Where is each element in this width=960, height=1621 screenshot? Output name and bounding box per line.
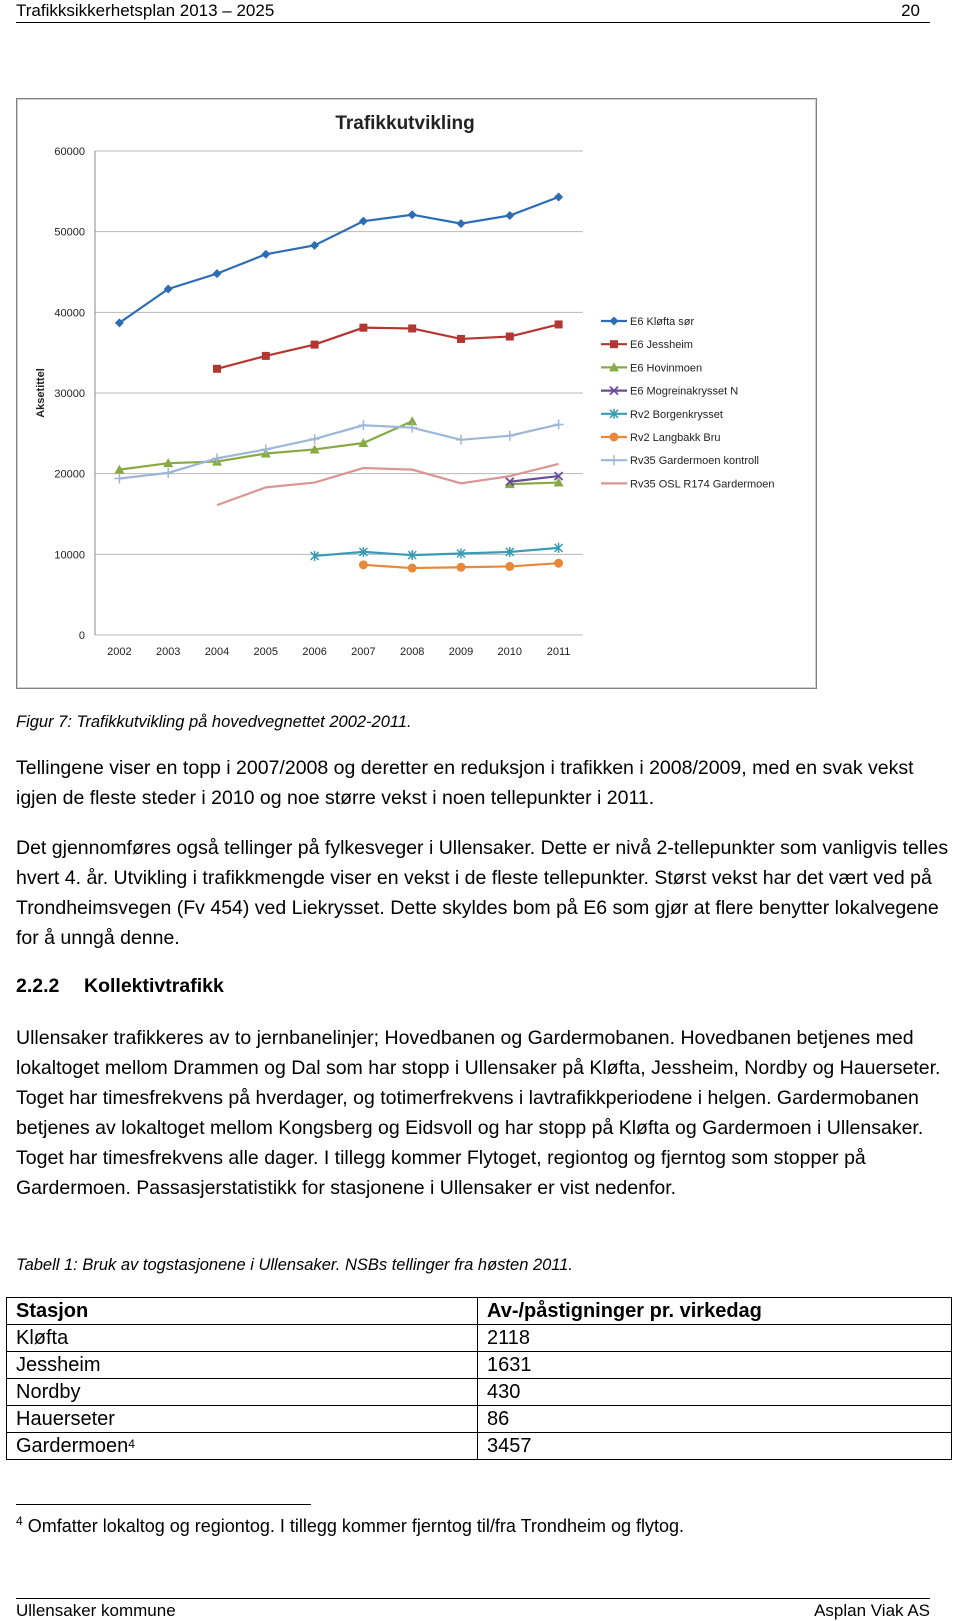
legend-item (601, 362, 702, 374)
legend-marker (609, 455, 619, 465)
data-point (310, 434, 320, 444)
data-point (554, 559, 563, 568)
footnote-mark: 4 (16, 1514, 23, 1528)
data-point (358, 420, 368, 430)
chart-title: Trafikkutvikling (335, 113, 475, 134)
legend-item (601, 478, 775, 490)
section-number: 2.2.2 (16, 975, 60, 997)
table-caption: Tabell 1: Bruk av togstasjonene i Ullensaker. NSBs tellinger fra høsten 2011. (16, 1256, 574, 1274)
page-number: 20 (901, 1, 920, 20)
data-point (261, 250, 270, 259)
legend-item (601, 386, 738, 398)
data-point (456, 435, 466, 445)
footnote-separator (16, 1504, 311, 1505)
series-1 (213, 320, 563, 372)
y-tick-label: 40000 (54, 307, 85, 320)
legend-item (601, 455, 759, 467)
table-row (7, 1352, 952, 1379)
data-point (163, 468, 173, 478)
legend-label: E6 Kløfta sør (630, 316, 695, 328)
legend-label: E6 Jessheim (630, 339, 693, 352)
section-title: Kollektivtrafikk (84, 975, 224, 997)
footnote-reference[interactable]: 4 (128, 1436, 135, 1451)
y-tick-label: 20000 (54, 468, 85, 481)
data-point (408, 564, 417, 573)
data-point (408, 324, 416, 332)
x-tick-label: 2002 (107, 646, 132, 658)
data-point (408, 210, 417, 219)
y-tick-label: 0 (78, 630, 85, 642)
data-point (505, 431, 515, 441)
y-tick-label: 30000 (54, 388, 85, 400)
series-line (119, 424, 558, 478)
legend-item (601, 409, 723, 421)
data-point (213, 365, 221, 373)
table-header-row (7, 1298, 952, 1325)
legend-marker (610, 317, 619, 326)
x-tick-label: 2011 (546, 646, 571, 658)
x-tick-label: 2008 (399, 646, 425, 658)
boardings-value: 430 (478, 1379, 952, 1406)
table-row (7, 1433, 952, 1460)
legend-item (601, 432, 721, 444)
series-line (510, 483, 559, 485)
legend-label: Rv2 Borgenkrysset (630, 408, 723, 421)
traffic-chart-svg (17, 99, 816, 688)
data-point (555, 320, 563, 328)
data-point (457, 335, 465, 343)
boardings-value: 1631 (478, 1352, 952, 1379)
y-tick-label: 60000 (54, 146, 85, 158)
footnote (16, 1516, 684, 1537)
table-row (7, 1406, 952, 1433)
data-point (310, 241, 319, 250)
legend-label: E6 Mogreinakrysset N (630, 385, 739, 398)
table-row (7, 1379, 952, 1406)
series-0 (115, 192, 563, 327)
station-name: Nordby (7, 1379, 478, 1406)
legend-item (601, 339, 693, 351)
data-point (262, 352, 270, 360)
x-tick-label: 2010 (497, 646, 523, 658)
legend-label: E6 Hovinmoen (630, 362, 703, 375)
x-tick-label: 2006 (302, 646, 327, 658)
x-tick-label: 2003 (155, 646, 181, 658)
table-row (7, 1325, 952, 1352)
page-header (16, 0, 930, 23)
station-table (6, 1297, 952, 1460)
y-tick-label: 10000 (54, 549, 85, 562)
figure-caption: Figur 7: Trafikkutvikling på hovedvegnettet 2002-2011. (16, 713, 412, 731)
y-axis-label: Aksetittel (35, 368, 47, 418)
series-5 (311, 543, 563, 561)
data-point (457, 563, 466, 572)
series-line (217, 324, 559, 368)
station-name-cell (7, 1433, 478, 1460)
data-point (311, 341, 319, 349)
y-tick-label: 50000 (54, 226, 85, 239)
x-tick-label: 2009 (448, 646, 474, 658)
legend-label: Rv35 OSL R174 Gardermoen (630, 478, 775, 491)
data-point (457, 219, 466, 228)
station-name: Gardermoen (16, 1434, 129, 1457)
column-header-station: Stasjon (7, 1298, 478, 1325)
legend-label: Rv2 Langbakk Bru (630, 432, 721, 444)
document-title: Trafikksikkerhetsplan 2013 – 2025 (16, 1, 275, 20)
data-point (554, 419, 564, 429)
x-tick-label: 2005 (253, 646, 279, 658)
series-6 (359, 559, 563, 573)
data-point (505, 562, 514, 571)
section-heading (16, 975, 224, 998)
boardings-value: 86 (478, 1406, 952, 1433)
paragraph-county-roads: Det gjennomføres også tellinger på fylkesveger i Ullensaker. Dette er nivå 2-tellepunkter som vanligvis telles hvert 4. år. Utvikling i trafikkmengde viser en vekst i de fleste tellepunkter. Størst vekst har det vært ved på Trondheimsvegen (Fv 454) ved Liekrysset. Dette skyldes bom på E6 som gjør at flere benytter lokalvegene for å unngå denne. (16, 837, 949, 949)
station-name: Kløfta (7, 1325, 478, 1352)
series-line (510, 476, 559, 482)
x-tick-label: 2004 (204, 646, 230, 658)
legend-marker (610, 340, 618, 348)
data-point (506, 333, 514, 341)
boardings-value: 3457 (478, 1433, 952, 1460)
paragraph-public-transport: Ullensaker trafikkeres av to jernbanelinjer; Hovedbanen og Gardermobanen. Hovedbanen betjenes med lokaltoget mellom Drammen og Dal som har stopp i Ullensaker på Kløfta, Jessheim, Nordby og Hauerseter. Toget har timesfrekvens på hverdager, og totimerfrekvens i lavtrafikkperiodene i helgen. Gardermobanen betjenes av lokaltoget mellom Kongsberg og Eidsvoll og har stopp på Kløfta og Gardermoen i Ullensaker. Toget har timesfrekvens alle dager. I tillegg kommer Flytoget, regiontog og fjerntog som stopper på Gardermoen. Passasjerstatistikk for stasjonene i Ullensaker er vist nedenfor. (16, 1027, 941, 1199)
data-point (359, 560, 368, 569)
page-footer (16, 1598, 930, 1621)
paragraph-traffic-counts: Tellingene viser en topp i 2007/2008 og deretter en reduksjon i trafikken i 2008/2009, med en svak vekst igjen de fleste steder i 2010 og noe større vekst i noen tellepunkter i 2011. (16, 757, 914, 809)
column-header-boardings: Av-/påstigninger pr. virkedag (478, 1298, 952, 1325)
data-point (114, 474, 124, 484)
footer-organization: Ullensaker kommune (16, 1601, 176, 1620)
traffic-chart (16, 98, 817, 689)
footnote-text: Omfatter lokaltog og regiontog. I tillegg kommer fjerntog til/fra Trondheim og flytog. (27, 1516, 685, 1536)
data-point (359, 217, 368, 226)
data-point (213, 269, 222, 278)
station-name: Hauerseter (7, 1406, 478, 1433)
legend-label: Rv35 Gardermoen kontroll (630, 455, 760, 468)
data-point (359, 324, 367, 332)
series-line (119, 197, 558, 323)
x-tick-label: 2007 (351, 646, 376, 658)
data-point (505, 211, 514, 220)
legend-marker (610, 433, 619, 442)
footer-author: Asplan Viak AS (814, 1601, 930, 1620)
boardings-value: 2118 (478, 1325, 952, 1352)
station-name: Jessheim (7, 1352, 478, 1379)
data-point (554, 192, 563, 201)
legend-item (601, 316, 695, 328)
